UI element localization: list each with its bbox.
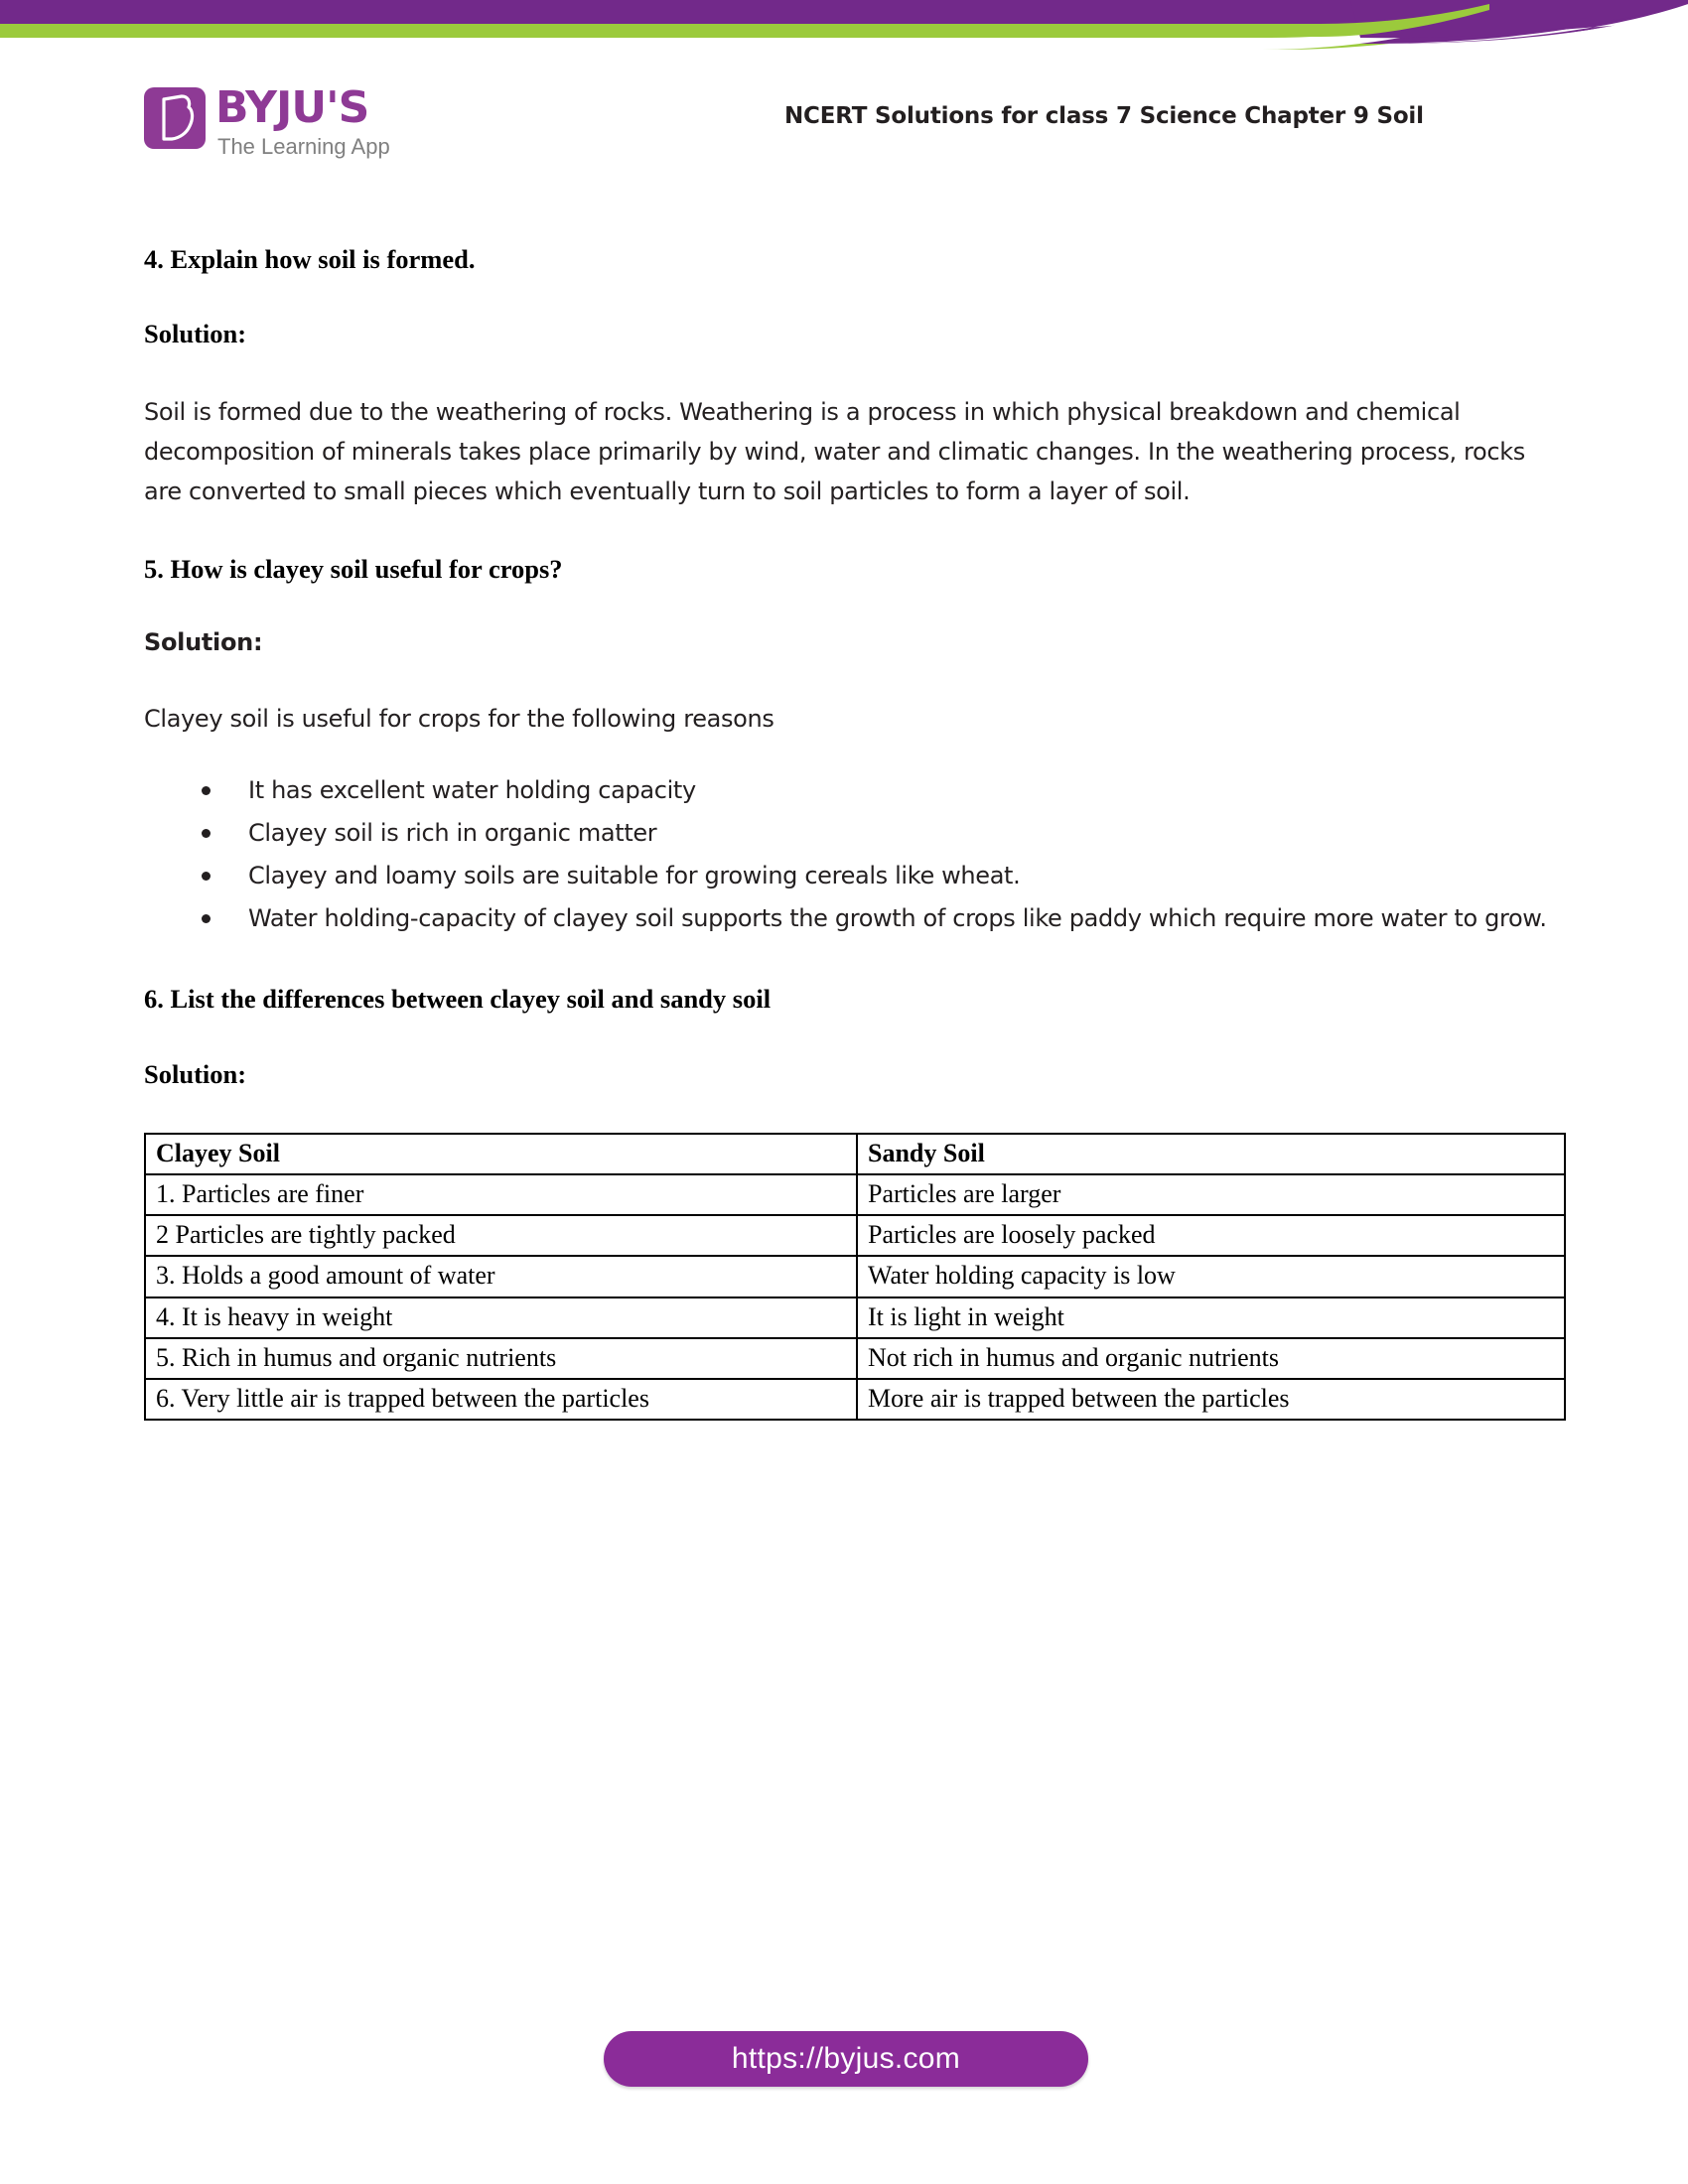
- table-cell-clayey: 4. It is heavy in weight: [145, 1297, 857, 1338]
- table-cell-sandy: Water holding capacity is low: [857, 1256, 1565, 1297]
- bullet-dot-icon: [202, 872, 211, 881]
- list-item: [144, 898, 1559, 938]
- table-cell-clayey: 2 Particles are tightly packed: [145, 1215, 857, 1256]
- question-6-heading: 6. List the differences between clayey soil and sandy soil: [144, 984, 772, 1015]
- table-header-sandy-soil: Sandy Soil: [857, 1134, 1565, 1174]
- question-5-solution-label: Solution:: [144, 628, 263, 657]
- table-cell-sandy: It is light in weight: [857, 1297, 1565, 1338]
- table-cell-clayey: 6. Very little air is trapped between the particles: [145, 1379, 857, 1420]
- question-5-heading: 5. How is clayey soil useful for crops?: [144, 554, 563, 585]
- list-item-text: It has excellent water holding capacity: [248, 776, 696, 805]
- document-body: [144, 243, 1559, 1421]
- bullet-dot-icon: [202, 914, 211, 923]
- table-header-row: [145, 1134, 1565, 1174]
- table-header-clayey-soil: Clayey Soil: [145, 1134, 857, 1174]
- bullet-dot-icon: [202, 786, 211, 795]
- table-row: [145, 1215, 1565, 1256]
- list-item-text: Clayey soil is rich in organic matter: [248, 819, 657, 848]
- table-row: [145, 1338, 1565, 1379]
- list-item-text: Water holding-capacity of clayey soil supports the growth of crops like paddy which require more water to grow.: [248, 904, 1547, 933]
- list-item: [144, 856, 1559, 895]
- table-cell-sandy: Not rich in humus and organic nutrients: [857, 1338, 1565, 1379]
- byjus-logo-mark: [144, 87, 206, 149]
- table-row: [145, 1174, 1565, 1215]
- byjus-logo: [144, 82, 442, 167]
- list-item: [144, 813, 1559, 853]
- bullet-dot-icon: [202, 829, 211, 838]
- question-6-solution-label: Solution:: [144, 1058, 247, 1089]
- list-item-text: Clayey and loamy soils are suitable for growing cereals like wheat.: [248, 862, 1021, 890]
- question-4-heading: 4. Explain how soil is formed.: [144, 244, 476, 274]
- byjus-logo-wordmark: BYJU'S: [215, 82, 369, 133]
- table-cell-sandy: Particles are larger: [857, 1174, 1565, 1215]
- table-row: [145, 1256, 1565, 1297]
- table-cell-clayey: 3. Holds a good amount of water: [145, 1256, 857, 1297]
- byjus-url-button[interactable]: [604, 2031, 1088, 2087]
- table-row: [145, 1379, 1565, 1420]
- table-cell-clayey: 5. Rich in humus and organic nutrients: [145, 1338, 857, 1379]
- byjus-url-label: https://byjus.com: [731, 2042, 961, 2075]
- question-5-bullet-list: [144, 770, 1559, 938]
- question-4-solution-label: Solution:: [144, 319, 247, 349]
- clayey-vs-sandy-soil-table: [144, 1133, 1566, 1422]
- table-cell-clayey: 1. Particles are finer: [145, 1174, 857, 1215]
- question-5-intro: Clayey soil is useful for crops for the following reasons: [144, 705, 774, 734]
- page-title: NCERT Solutions for class 7 Science Chapter 9 Soil: [784, 103, 1424, 129]
- table-cell-sandy: Particles are loosely packed: [857, 1215, 1565, 1256]
- header-decoration: [0, 0, 1688, 69]
- list-item: [144, 770, 1559, 810]
- byjus-logo-tagline: The Learning App: [217, 134, 390, 159]
- table-cell-sandy: More air is trapped between the particles: [857, 1379, 1565, 1420]
- question-4-answer: Soil is formed due to the weathering of rocks. Weathering is a process in which physical breakdown and chemical decomposition of minerals takes place primarily by wind, water and climatic changes. In the weathering process, rocks are converted to small pieces which eventually turn to soil particles to form a layer of soil.: [144, 398, 1525, 506]
- table-row: [145, 1297, 1565, 1338]
